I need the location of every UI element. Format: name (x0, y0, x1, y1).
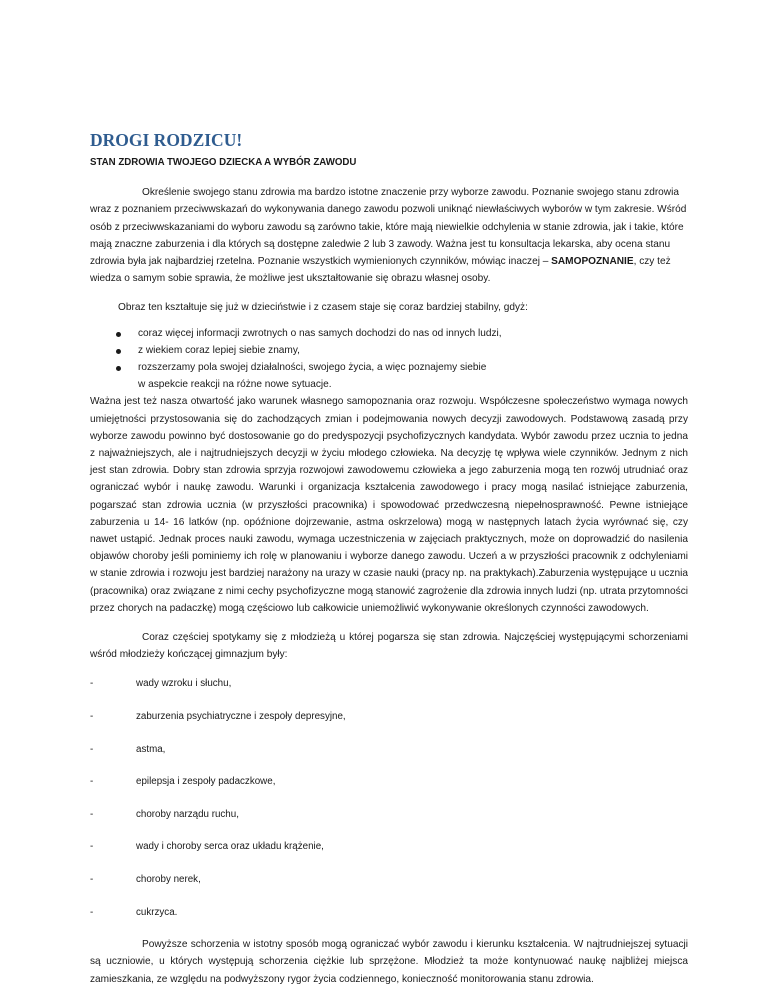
list-item: - epilepsja i zespoły padaczkowe, (90, 776, 276, 788)
bullet-list (90, 325, 688, 377)
final-paragraph: Powyższe schorzenia w istotny sposób mogą ograniczać wybór zawodu i kierunku kształcenia. W najtrudniejszej sytuacji są uczniowie, u których występują schorzenia ciężkie lub sprzężone. Młodzież ta może kontynuować naukę najbliżej miejsca zamieszkania, ze względu na podwyższony rygor życia codziennego, konieczność monitorowania stanu zdrowia. (90, 939, 688, 985)
list-item: - astma, (90, 743, 166, 755)
intro-text-end: , czy też wiedza o samym sobie sprawia, że możliwe jest ukształtowanie się obrazu własnej osoby. (90, 256, 671, 285)
intro-paragraph (90, 184, 688, 287)
page-subtitle: STAN ZDROWIA TWOJEGO DZIECKA A WYBÓR ZAWODU (90, 157, 357, 168)
list-item: - wady wzroku i słuchu, (90, 678, 232, 690)
main-paragraph: Ważna jest też nasza otwartość jako warunek własnego samopoznania oraz rozwoju. Współczesne społeczeństwo wymaga nowych umiejętności przystosowania się do zachodzących zmian i podejmowania nowych decyzji zawodowych. Podstawową zasadą przy wyborze zawodu powinno być dostosowanie go do predyspozycji psychofizycznych kandydata. Wybór zawodu przez ucznia to jedna z najważniejszych, ale i najtrudniejszych decyzji w życiu młodego człowieka. Na decyzję tę wpływa wiele czynników. Jednym z nich jest stan zdrowia. Dobry stan zdrowia sprzyja rozwojowi zawodowemu człowieka a jego zaburzenia mogą ten rozwój utrudniać oraz ograniczać wybór i naukę zawodu. Warunki i organizacja kształcenia zawodowego i pracy mogą nasilać istniejące zaburzenia, pogarszać stan zdrowia ucznia (w przyszłości pracownika) i spowodować przedwczesną niepełnosprawność. Pewne istniejące zaburzenia u 14- 16 latków (np. opóźnione dojrzewanie, astma oskrzelowa) mogą w następnych latach życia wyrównać się, czy nawet ustąpić. Jednak proces nauki zawodu, wymaga uczestniczenia w zajęciach praktycznych, może on doprowadzić do nasilenia objawów choroby jeśli pominiemy ich rolę w planowaniu i wyborze danego zawodu. Uczeń a w przyszłości pracownik z odchyleniami w stanie zdrowia i rozwoju jest bardziej narażony na urazy w czasie nauki (pracy np. na praktykach).Zaburzenia występujące u ucznia (pracownika) oraz związane z nimi cechy psychofizyczne mogą stanowić zagrożenie dla zdrowia innych ludzi (np. utrata przytomności przez chorych na padaczkę) mogą częściowo lub całkowicie uniemożliwić wykonywanie określonych czynności zawodowych. (90, 396, 688, 614)
bullet-icon (116, 332, 121, 337)
page-title: DROGI RODZICU! (90, 130, 243, 150)
list-item: - wady i choroby serca oraz układu krążenie, (90, 841, 324, 853)
list-item: - zaburzenia psychiatryczne i zespoły depresyjne, (90, 711, 346, 723)
list-item: z wiekiem coraz lepiej siebie znamy, (138, 342, 688, 359)
disease-list (90, 675, 688, 920)
bullet-icon (116, 366, 121, 371)
list-item: - choroby nerek, (90, 874, 201, 886)
list-item: - cukrzyca. (90, 906, 178, 918)
second-paragraph: Coraz częściej spotykamy się z młodzieżą u której pogarsza się stan zdrowia. Najczęściej występującymi schorzeniami wśród młodzieży kończącej gimnazjum były: (90, 632, 688, 661)
bullet-icon (116, 349, 121, 354)
lead-paragraph: Obraz ten kształtuje się już w dzieciństwie i z czasem staje się coraz bardziej stabilny, gdyż: (118, 302, 528, 314)
bullet-continuation: w aspekcie reakcji na różne nowe sytuacje. (138, 379, 332, 391)
list-item: rozszerzamy pola swojej działalności, swojego życia, a więc poznajemy siebie (138, 359, 688, 376)
intro-text-start: Określenie swojego stanu zdrowia ma bardzo istotne znaczenie przy wyborze zawodu. Poznanie swojego stanu zdrowia wraz z poznaniem przeciwwskazań do wykonywania danego zawodu pozwoli uniknąć niewłaściwych wyborów w tym zakresie. Wśród osób z przeciwwskazaniami do wyboru zawodu są zarówno takie, które mają niewielkie odchylenia w stanie zdrowia, jak i takie, które mają znaczne zaburzenia i dla których są dostępne zaledwie 2 lub 3 zawody. Ważna jest tu konsultacja lekarska, aby ocena stanu zdrowia była jak najbardziej rzetelna. Poznanie wszystkich wymienionych czynników, mówiąc inaczej – (90, 187, 687, 268)
list-item: coraz więcej informacji zwrotnych o nas samych dochodzi do nas od innych ludzi, (138, 325, 688, 342)
list-item: - choroby narządu ruchu, (90, 808, 239, 820)
intro-bold-term: SAMOPOZNANIE (551, 256, 634, 268)
